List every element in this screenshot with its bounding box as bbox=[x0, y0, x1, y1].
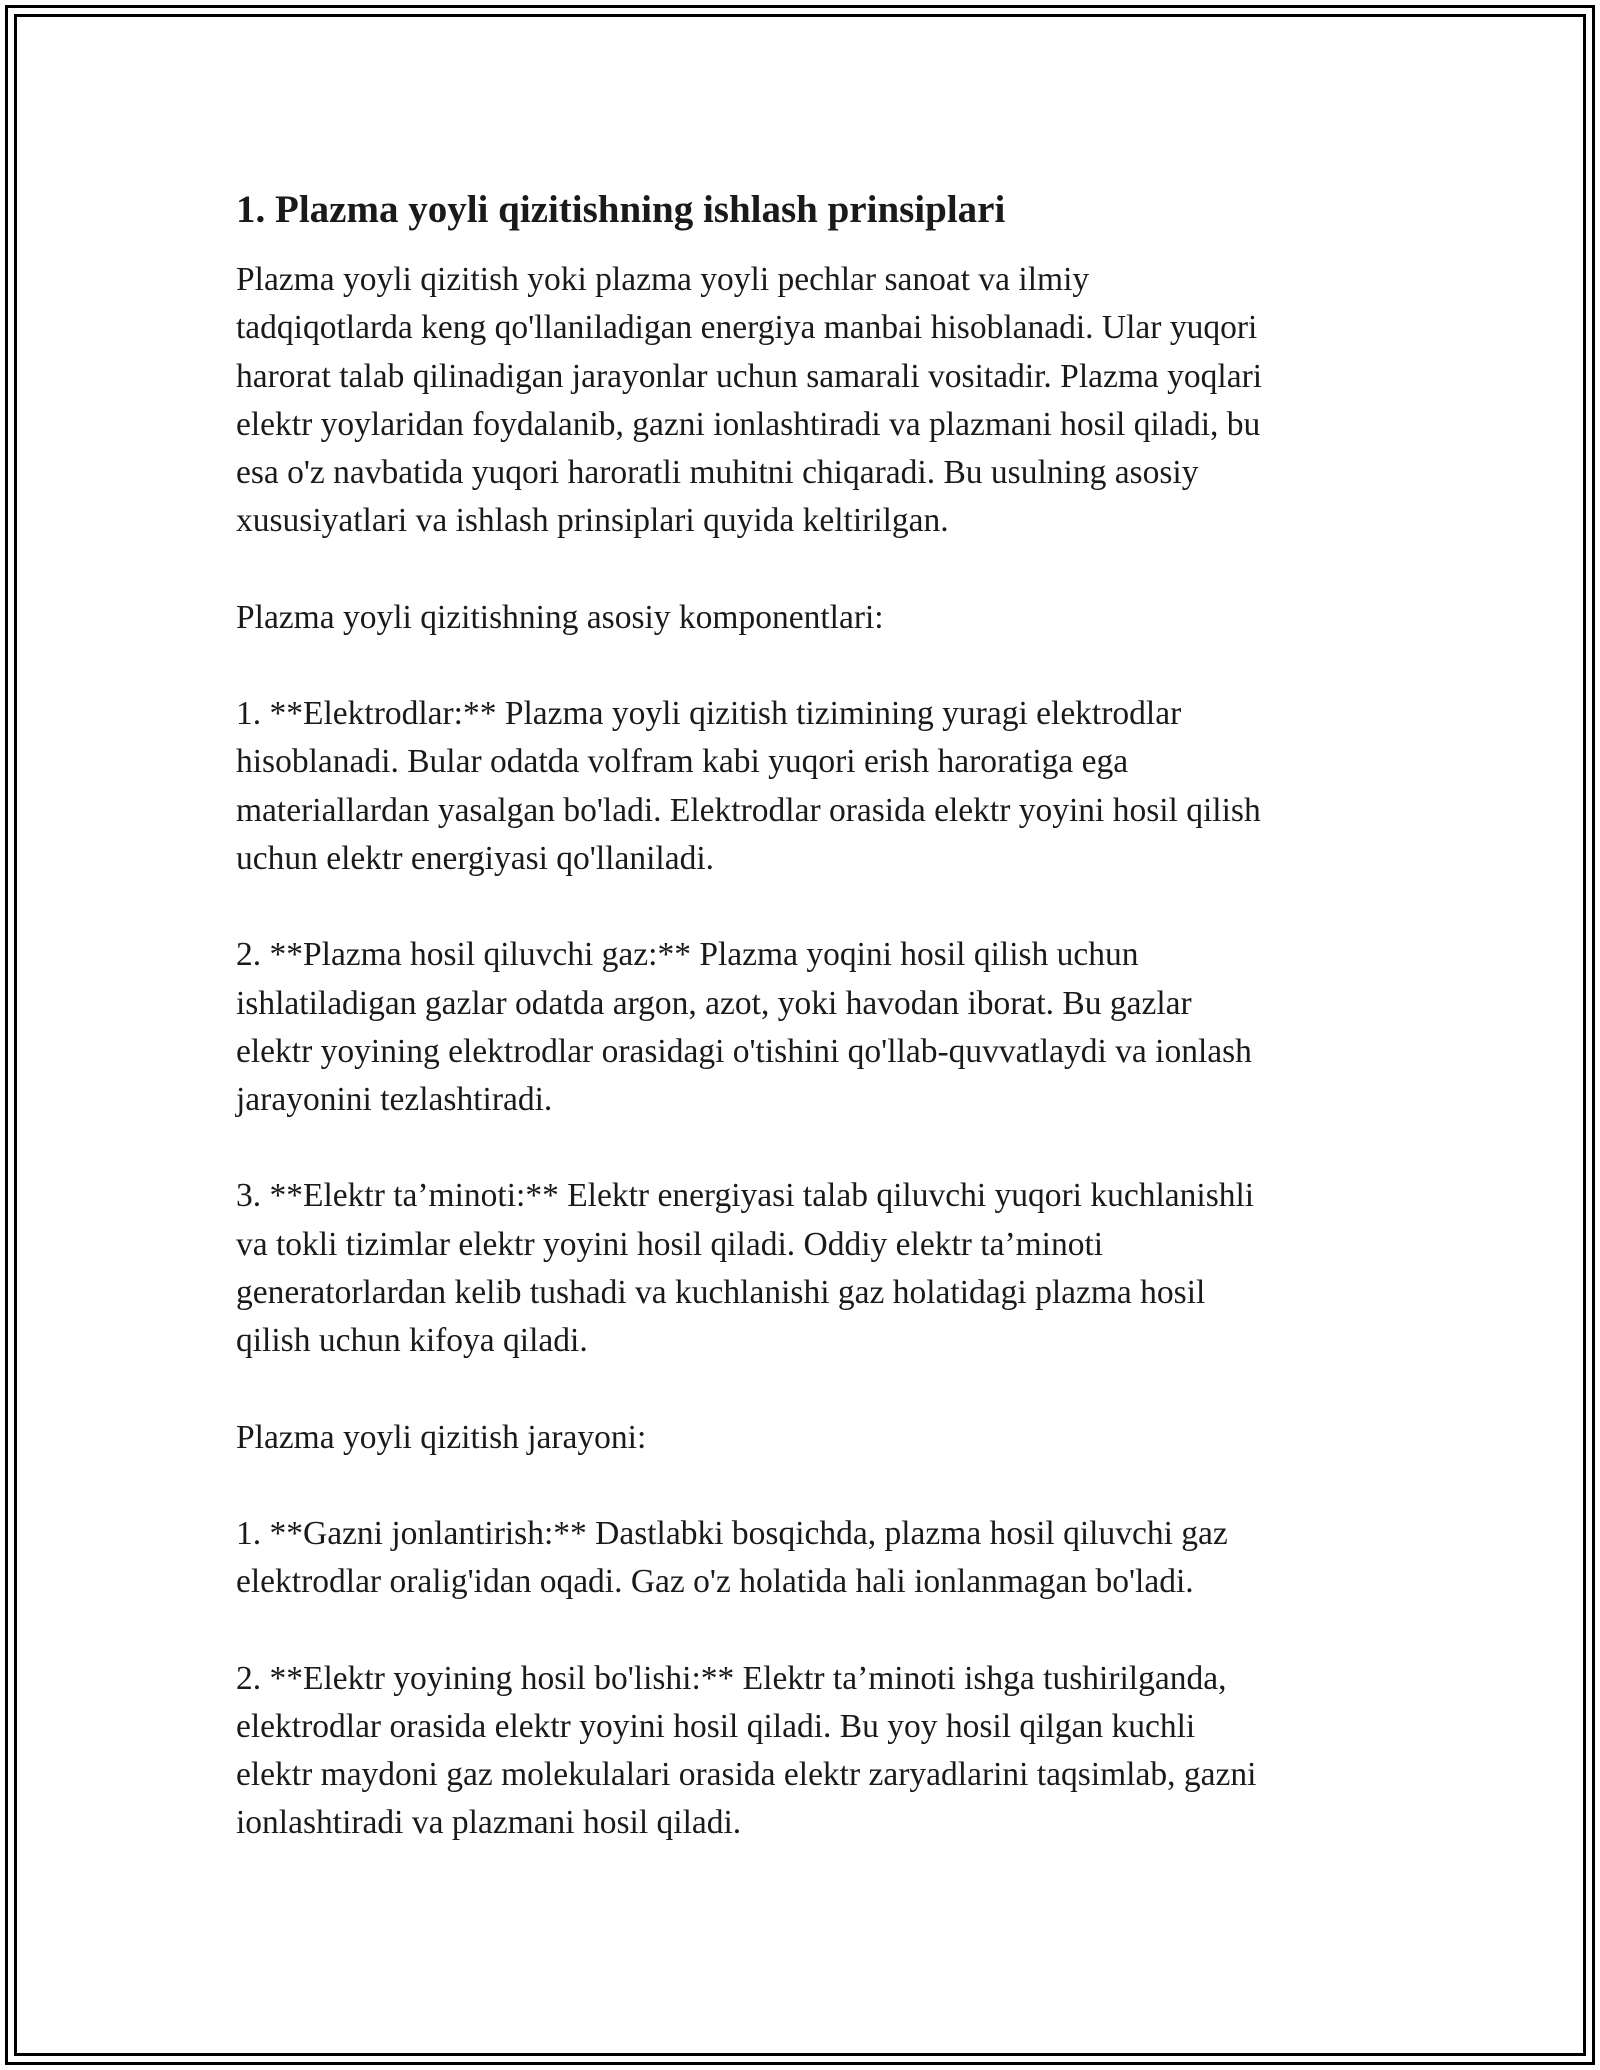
component-item-electrodes: 1. **Elektrodlar:** Plazma yoyli qizitish tizimining yuragi elektrodlar hisoblanadi. Bular odatda volfram kabi yuqori erish haroratiga ega materiallardan yasalgan bo'ladi. Elektrodlar orasida elektr yoyini hosil qilish uchun elektr energiyasi qo'llaniladi. bbox=[236, 695, 1261, 877]
document-body bbox=[236, 186, 1366, 1848]
process-heading: Plazma yoyli qizitish jarayoni: bbox=[236, 1418, 647, 1456]
process-item-gas-activation: 1. **Gazni jonlantirish:** Dastlabki bosqichda, plazma hosil qiluvchi gaz elektrodlar oralig'idan oqadi. Gaz o'z holatida hali ionlanmagan bo'ladi. bbox=[236, 1514, 1228, 1601]
component-item-power-supply: 3. **Elektr ta’minoti:** Elektr energiyasi talab qiluvchi yuqori kuchlanishli va tokli tizimlar elektr yoyini hosil qiladi. Oddiy elektr ta’minoti generatorlardan kelib tushadi va kuchlanishi gaz holatidagi plazma hosil qilish uchun kifoya qiladi. bbox=[236, 1177, 1255, 1360]
section-title: 1. Plazma yoyli qizitishning ishlash prinsiplari bbox=[236, 188, 1006, 231]
process-item-arc-formation: 2. **Elektr yoyining hosil bo'lishi:** Elektr ta’minoti ishga tushirilganda, elektrodlar orasida elektr yoyini hosil qiladi. Bu yoy hosil qilgan kuchli elektr maydoni gaz molekulalari orasida elektr zaryadlarini taqsimlab, gazni ionlashtiradi va plazmani hosil qiladi. bbox=[236, 1659, 1257, 1842]
components-heading: Plazma yoyli qizitishning asosiy komponentlari: bbox=[236, 598, 884, 636]
component-item-gas: 2. **Plazma hosil qiluvchi gaz:** Plazma yoqini hosil qilish uchun ishlatiladigan gazlar odatda argon, azot, yoki havodan iborat. Bu gazlar elektr yoyining elektrodlar orasidagi o'tishini qo'llab-quvvatlaydi va ionlash jarayonini tezlashtiradi. bbox=[236, 936, 1252, 1119]
intro-paragraph: Plazma yoyli qizitish yoki plazma yoyli pechlar sanoat va ilmiy tadqiqotlarda keng qo'llaniladigan energiya manbai hisoblanadi. Ular yuqori harorat talab qilinadigan jarayonlar uchun samarali vositadir. Plazma yoqlari elektr yoylaridan foydalanib, gazni ionlashtiradi va plazmani hosil qiladi, bu esa o'z navbatida yuqori haroratli muhitni chiqaradi. Bu usulning asosiy xususiyatlari va ishlash prinsiplari quyida keltirilgan. bbox=[236, 261, 1263, 540]
